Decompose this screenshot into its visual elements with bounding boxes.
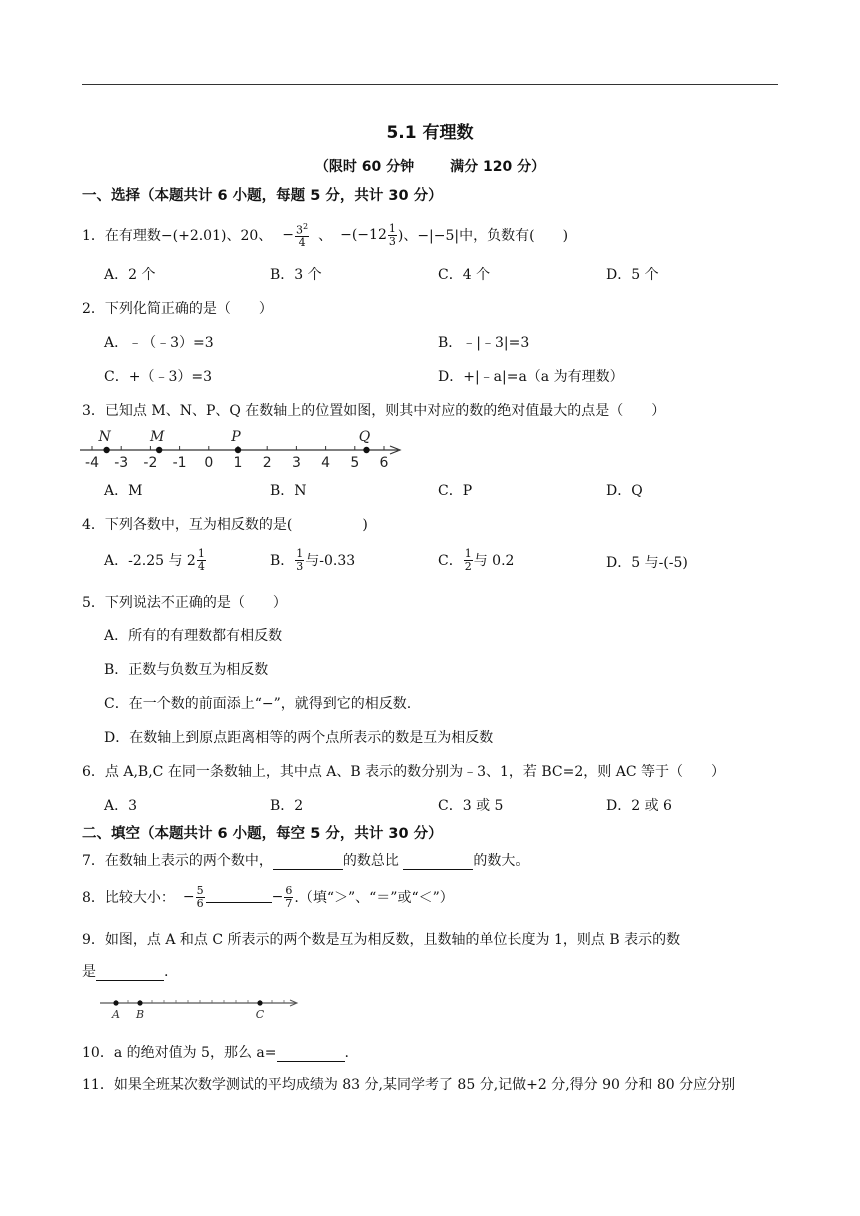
point-label-m: M (149, 429, 165, 445)
q9-number-line (98, 994, 304, 1024)
q6-option-a[interactable]: A．3 (104, 798, 138, 814)
q9-line2-post: . (164, 964, 169, 980)
question-8: 8．比较大小： − $\frac{5}{6}$ − $\frac{6}{7}$ .（填“＞”、“＝”或“＜”） (82, 883, 454, 910)
question-3: 3．已知点 M、N、P、Q 在数轴上的位置如图，则其中对应的数的绝对值最大的点是（ ） (82, 403, 666, 419)
q6-option-c[interactable]: C．3 或 5 (438, 798, 504, 814)
q9-line2-pre: 是 (82, 964, 96, 980)
q4-b-label: B． (270, 553, 295, 569)
axis-tick-label: 3 (291, 455, 301, 471)
q8-blank[interactable] (206, 884, 272, 903)
full-score: 满分 120 分） (450, 159, 546, 175)
exam-subtitle (0, 156, 860, 176)
point-q (363, 447, 369, 453)
q4-option-b[interactable] (270, 544, 355, 576)
axis-tick-label: 4 (321, 455, 331, 471)
q1-f1-num: 3 (296, 223, 304, 237)
q1-prefix: 1．在有理数−(+2.01)、20、 (82, 228, 273, 244)
q7-part-1: 7．在数轴上表示的两个数中， (82, 853, 273, 869)
q3-option-c[interactable]: C．P (438, 483, 473, 499)
point-n (103, 447, 109, 453)
q8-n2: 6 (285, 883, 293, 897)
point-a (113, 1000, 118, 1005)
question-6: 6．点 A,B,C 在同一条数轴上，其中点 A、B 表示的数分别为﹣3、1，若 BC=2，则 AC 等于（ ） (82, 764, 725, 780)
q2-option-d[interactable]: D．+|﹣a|=a（a 为有理数） (438, 369, 624, 385)
q8-d2: 7 (285, 896, 293, 910)
section-heading-choice: 一、选择（本题共计 6 小题，每题 5 分，共计 30 分） (82, 188, 443, 204)
time-limit: （限时 60 分钟 (314, 159, 415, 175)
q1-fraction-1 (295, 221, 309, 250)
q4-a-fraction (197, 548, 206, 573)
q1-option-a[interactable]: A．2 个 (104, 267, 156, 283)
q3-option-d[interactable]: D．Q (606, 483, 643, 499)
q4-c-text: 与 0.2 (473, 553, 515, 569)
q6-option-d[interactable]: D．2 或 6 (606, 798, 672, 814)
point-label-p: P (231, 429, 241, 445)
axis-tick-label: -2 (143, 455, 158, 471)
q4-b-num: 1 (296, 546, 304, 560)
q1-f2-den: 3 (388, 234, 396, 248)
q6-option-b[interactable]: B．2 (270, 798, 304, 814)
q7-part-3: 的数大。 (473, 853, 530, 869)
q4-c-num: 1 (464, 546, 472, 560)
q8-part-1: 8．比较大小： (82, 890, 175, 906)
q8-part-2: .（填“＞”、“＝”或“＜”） (294, 890, 454, 906)
q1-fraction-2 (388, 223, 397, 248)
point-label-c: C (255, 1008, 265, 1021)
q8-d1: 6 (196, 896, 204, 910)
q7-part-2: 的数总比 (342, 853, 399, 869)
q9-blank[interactable] (96, 964, 164, 981)
axis-tick-label: 6 (379, 455, 389, 471)
axis-tick-label: 5 (350, 455, 360, 471)
axis-tick-label: -3 (114, 455, 129, 471)
q1-mid: −(−12 (340, 227, 387, 243)
q4-option-c[interactable] (438, 544, 514, 576)
axis-tick-label: -4 (85, 455, 99, 471)
q3-number-line (78, 424, 408, 472)
q4-a-den: 4 (197, 559, 205, 573)
section-heading-fill: 二、填空（本题共计 6 小题，每空 5 分，共计 30 分） (82, 826, 443, 842)
q10-blank[interactable] (277, 1045, 345, 1062)
axis-tick-label: 2 (262, 455, 272, 471)
q1-option-c[interactable]: C．4 个 (438, 267, 491, 283)
question-2: 2．下列化简正确的是（ ） (82, 301, 273, 317)
point-label-a: A (112, 1008, 120, 1021)
q4-c-den: 2 (464, 559, 472, 573)
point-c (257, 1000, 262, 1005)
axis-tick-label: -1 (172, 455, 187, 471)
q5-option-a[interactable]: A．所有的有理数都有相反数 (104, 628, 283, 644)
q4-option-a[interactable] (104, 544, 207, 576)
point-p (235, 447, 241, 453)
q4-a-num: 1 (197, 546, 205, 560)
question-9-line-2 (82, 961, 168, 981)
axis-tick-label: 1 (233, 455, 243, 471)
question-5: 5．下列说法不正确的是（ ） (82, 595, 287, 611)
point-b (137, 1000, 142, 1005)
q1-f1-den: 4 (298, 236, 306, 250)
question-11: 11．如果全班某次数学测试的平均成绩为 83 分,某同学考了 85 分,记做+2 分,得分 90 分和 80 分应分别 (82, 1077, 736, 1093)
point-label-n: N (98, 429, 111, 445)
question-10 (82, 1042, 349, 1062)
q7-blank-2[interactable] (403, 853, 473, 870)
q1-suffix: )、−|−5|中，负数有( ) (397, 228, 569, 244)
q4-c-label: C． (438, 553, 463, 569)
q4-b-text: 与-0.33 (305, 553, 356, 569)
q8-fraction-1 (196, 885, 205, 910)
q3-option-a[interactable]: A．M (104, 483, 143, 499)
q2-option-c[interactable]: C．+（﹣3）=3 (104, 369, 212, 385)
page-title: 5.1 有理数 (386, 123, 474, 143)
q1-f1-exp: 2 (303, 221, 309, 231)
q1-neg: − (282, 227, 295, 243)
q1-f2-num: 1 (388, 221, 396, 235)
q1-option-d[interactable]: D．5 个 (606, 267, 659, 283)
question-4: 4．下列各数中，互为相反数的是( ) (82, 517, 368, 533)
q3-option-b[interactable]: B．N (270, 483, 307, 499)
q8-n1: 5 (196, 883, 204, 897)
q7-blank-1[interactable] (273, 853, 343, 870)
question-7 (82, 850, 529, 870)
q10-part-2: . (344, 1045, 349, 1061)
q4-option-d[interactable]: D．5 与-(-5) (606, 555, 688, 571)
q2-option-b[interactable]: B．﹣|﹣3|=3 (438, 335, 530, 351)
q2-option-a[interactable]: A．﹣（﹣3）=3 (104, 335, 214, 351)
q8-fraction-2 (284, 885, 293, 910)
q5-option-c[interactable]: C．在一个数的前面添上“−”，就得到它的相反数. (104, 696, 412, 712)
q10-part-1: 10．a 的绝对值为 5，那么 a= (82, 1045, 277, 1061)
point-label-b: B (135, 1008, 145, 1021)
q4-a-text: A．-2.25 与 2 (104, 553, 196, 569)
q5-option-b[interactable]: B．正数与负数互为相反数 (104, 662, 269, 678)
q4-c-fraction (464, 548, 473, 573)
q4-b-fraction (295, 548, 304, 573)
point-label-q: Q (358, 429, 371, 445)
q5-option-d[interactable]: D．在数轴上到原点距离相等的两个点所表示的数是互为相反数 (104, 730, 494, 746)
point-m (156, 447, 162, 453)
q1-sep: 、 (318, 228, 333, 244)
q1-option-b[interactable]: B．3 个 (270, 267, 322, 283)
q4-b-den: 3 (296, 559, 304, 573)
axis-tick-label: 0 (204, 455, 214, 471)
question-9: 9．如图，点 A 和点 C 所表示的两个数是互为相反数，且数轴的单位长度为 1，则点 B 表示的数 (82, 932, 681, 948)
header-rule (82, 84, 778, 85)
question-1 (82, 220, 568, 250)
